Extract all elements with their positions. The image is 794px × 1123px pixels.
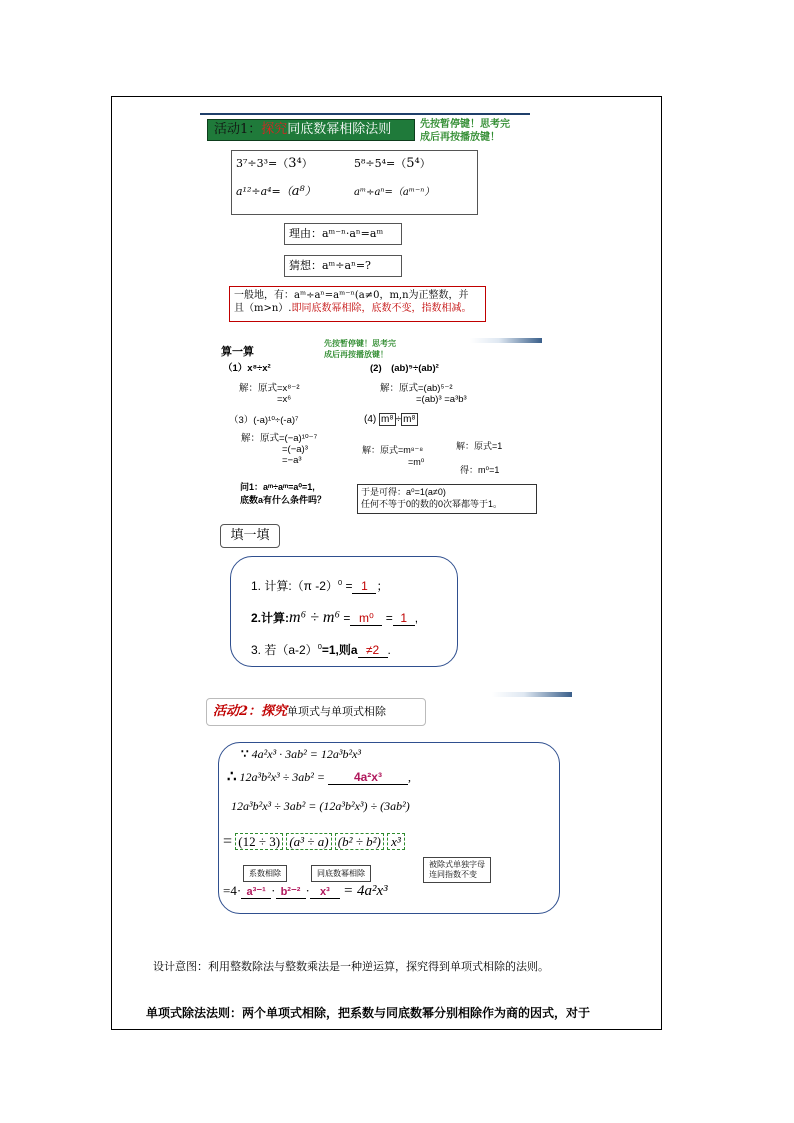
problem-3: （3）(-a)¹⁰÷(-a)⁷ 解：原式=(−a)¹⁰⁻⁷ =(−a)³ =−a³ (229, 415, 318, 466)
step-result: =4· a³⁻¹ · b²⁻² · x³ = 4a²x³ (223, 883, 388, 899)
conclusion-box: 于是可得：a⁰=1(a≠0) 任何不等于0的数的0次幂都等于1。 (357, 484, 537, 514)
step-rewrite: 12a³b²x³ ÷ 3ab² = (12a³b²x³) ÷ (3ab²) (231, 799, 410, 813)
problem-2: (2) (ab)⁵÷(ab)² 解：原式=(ab)⁵⁻² =(ab)³ =a³b³ (370, 363, 467, 405)
fill-box (230, 556, 458, 667)
activity1-banner (200, 113, 530, 143)
activity2-title: 活动2：探究单项式与单项式相除 (206, 698, 426, 726)
note-same-base: 同底数幂相除 (311, 865, 371, 882)
activity1-title: 活动1：探究同底数幂相除法则 (207, 119, 415, 141)
power-division-examples: 3⁷÷3³=（3⁴） 5⁸÷5⁴=（5⁴） a¹²÷a⁴=（a⁸） aᵐ÷aⁿ=（aᵐ⁻ⁿ） (231, 150, 478, 215)
step-because: ∵ 4a²x³ · 3ab² = 12a³b²x³ (241, 747, 361, 761)
monomial-division-box (218, 742, 560, 914)
fill-title: 填一填 (220, 524, 280, 548)
problem-1: （1）x⁸÷x² 解：原式=x⁸⁻² =x⁶ (223, 363, 300, 405)
note-coefficient: 系数相除 (243, 865, 287, 882)
reason-box: 理由：aᵐ⁻ⁿ·aⁿ=aᵐ (284, 223, 402, 245)
guess-box: 猜想：aᵐ÷aⁿ=? (284, 255, 402, 277)
design-intent: 设计意图：利用整数除法与整数乘法是一种逆运算，探究得到单项式相除的法则。 (153, 961, 549, 973)
section-stripe-2 (492, 692, 572, 697)
fill-item-2: 2.计算:m⁶ ÷ m⁶ = m⁰ = 1 , (251, 609, 419, 626)
fill-item-3: 3. 若$(a-2)^0=1$,则a ≠2 . (251, 642, 391, 657)
division-rule: 单项式除法法则：两个单项式相除，把系数与同底数幂分别相除作为商的因式，对于 (146, 1006, 591, 1020)
pause-hint: 先按暂停键！思考完 成后再按播放键！ (420, 119, 510, 143)
problem-4: (4) m⁸ ÷ m⁸ (364, 414, 416, 425)
note-single-letter: 被除式单独字母 连同指数不变 (423, 857, 491, 883)
section-stripe (470, 338, 542, 343)
fill-item-1: 1. 计算:（π -2）$^0$ = 1 ； (251, 578, 389, 593)
question-1: 问1：aᵐ÷aᵐ=a⁰=1, 底数a有什么条件吗？ (240, 482, 327, 505)
problem-4-sol-a: 解：原式=m⁸⁻⁸ =m⁰ (362, 445, 425, 467)
suan-title: 算一算 (221, 346, 254, 358)
general-rule-box: 一般地，有：aᵐ÷aⁿ=aᵐ⁻ⁿ(a≠0，m,n为正整数，并 且（m>n）.即同底数幂相除，底数不变，指数相减。 (229, 286, 486, 322)
step-therefore: ∴ 12a³b²x³ ÷ 3ab² = 4a²x³ , (227, 769, 411, 785)
pause-hint-2: 先按暂停键！思考完 成后再按播放键！ (324, 339, 396, 359)
problem-4-sol-b: 解：原式=1 得：m⁰=1 (456, 441, 503, 475)
step-group: = (12 ÷ 3) (a³ ÷ a) (b² ÷ b²) x³ (223, 833, 405, 851)
